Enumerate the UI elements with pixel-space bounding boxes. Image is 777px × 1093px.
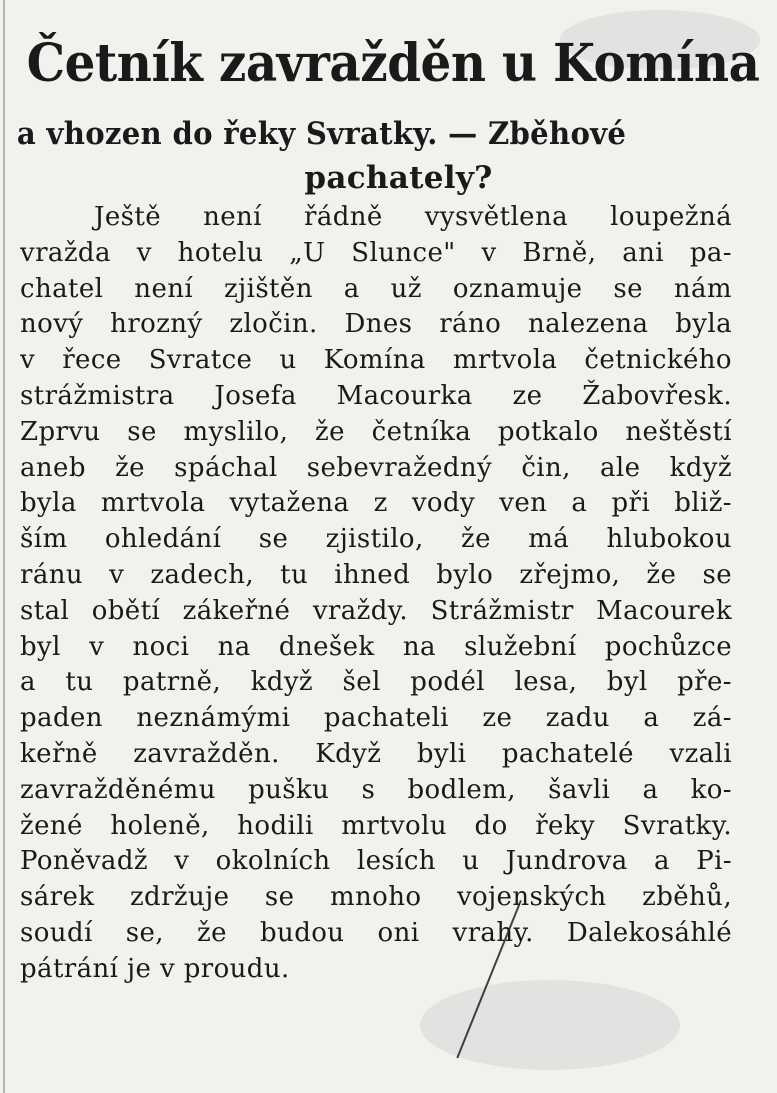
body-line: keřně zavražděn. Když byli pachatelé vzali xyxy=(20,738,732,769)
body-line: stal obětí zákeřné vraždy. Strážmistr Macourek xyxy=(20,595,732,626)
body-line: sárek zdržuje se mnoho vojenských zběhů, xyxy=(20,882,732,913)
paper-stain xyxy=(420,980,680,1070)
body-line: nový hrozný zločin. Dnes ráno nalezena byla xyxy=(20,309,732,340)
subheadline-line-2: pachately? xyxy=(304,160,493,196)
article-subheadline xyxy=(0,112,777,200)
body-line: vražda v hotelu „U Slunce" v Brně, ani pa- xyxy=(20,237,732,268)
body-line: strážmistra Josefa Macourka ze Žabovřesk. xyxy=(20,380,732,411)
body-line: a tu patrně, když šel podél lesa, byl pře- xyxy=(20,667,732,698)
body-line: soudí se, že budou oni vrahy. Dalekosáhlé xyxy=(20,917,732,948)
body-line: Ještě není řádně vysvětlena loupežná xyxy=(94,202,732,232)
body-line: pátrání je v proudu. xyxy=(20,953,290,984)
body-line: Zprvu se myslilo, že četníka potkalo neštěstí xyxy=(20,416,732,447)
body-line: byl v noci na dnešek na služební pochůzce xyxy=(20,631,732,662)
body-line: v řece Svratce u Komína mrtvola četnického xyxy=(20,345,732,376)
body-line: aneb že spáchal sebevražedný čin, ale když xyxy=(20,452,732,483)
article-headline: Četník zavražděn u Komína xyxy=(26,33,760,94)
body-line: chatel není zjištěn a už oznamuje se nám xyxy=(20,273,732,304)
body-line: ránu v zadech, tu ihned bylo zřejmo, že se xyxy=(20,559,732,590)
article-body xyxy=(20,200,732,988)
body-line: ším ohledání se zjistilo, že má hlubokou xyxy=(20,524,732,555)
body-line: paden neznámými pachateli ze zadu a zá- xyxy=(20,703,732,734)
body-line: byla mrtvola vytažena z vody ven a při bliž- xyxy=(20,488,732,519)
body-line: žené holeně, hodili mrtvolu do řeky Svratky. xyxy=(20,810,732,841)
body-line: zavražděnému pušku s bodlem, šavli a ko- xyxy=(20,774,732,805)
body-line: Poněvadž v okolních lesích u Jundrova a Pi- xyxy=(20,846,732,877)
subheadline-line-1: a vhozen do řeky Svratky. — Zběhové xyxy=(16,116,627,152)
